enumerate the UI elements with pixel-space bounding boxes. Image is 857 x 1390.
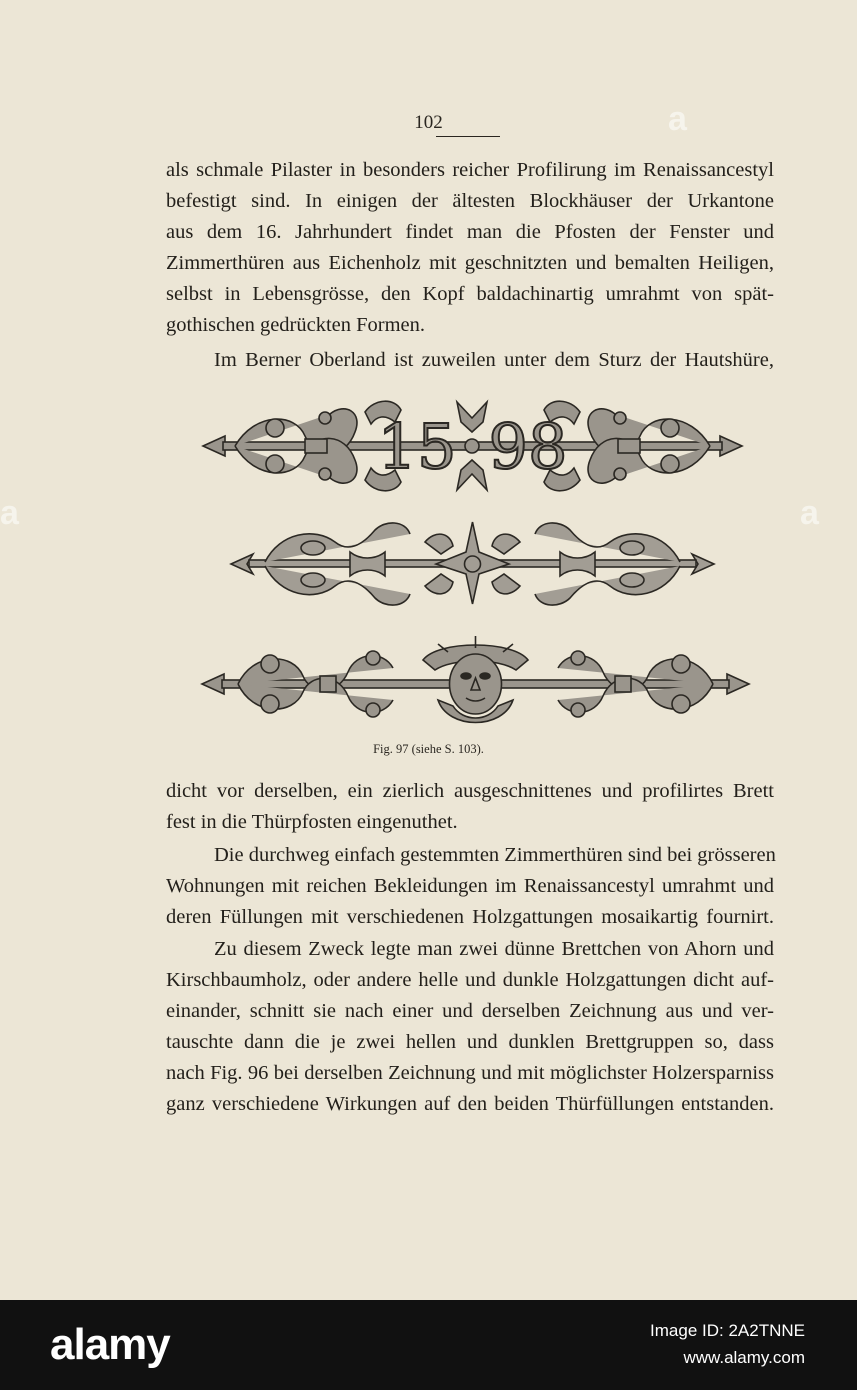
text-line: Zu diesem Zweck legte man zwei dünne Brettchen von Ahorn und [214,938,774,960]
year-left-text: 15 [377,410,457,483]
text-line: deren Füllungen mit verschiedenen Holzgattungen mosaikartig fournirt. [166,906,774,928]
text-line: einander, schnitt sie nach einer und derselben Zeichnung aus und ver- [166,1000,774,1022]
text-line: Zimmerthüren aus Eichenholz mit geschnitzten und bemalten Heiligen, [166,252,774,274]
text-line: nach Fig. 96 bei derselben Zeichnung und mit möglichster Holzersparniss [166,1062,774,1084]
figure-caption: Fig. 97 (siehe S. 103). [373,742,484,756]
text-line: fest in die Thürpfosten eingenuthet. [166,811,458,833]
text-line: Wohnungen mit reichen Bekleidungen im Renaissancestyl umrahmt und [166,875,774,897]
alamy-logo: alamy [50,1320,170,1369]
text-line: ganz verschiedene Wirkungen auf den beiden Thürfüllungen entstanden. [166,1093,774,1115]
page-number: 102 [414,112,443,133]
ornament-mask-board [198,630,753,738]
text-line: dicht vor derselben, ein zierlich ausgeschnittenes und profilirtes Brett [166,780,774,802]
ornament-foliage-board [225,512,720,612]
image-id-label: Image ID: 2A2TNNE [650,1321,805,1340]
text-line: Im Berner Oberland ist zuweilen unter dem Sturz der Hautshüre, [214,349,774,371]
ornament-year-board [195,392,750,500]
text-line: gothischen gedrückten Formen. [166,314,426,336]
watermark-url: www.alamy.com [683,1348,805,1367]
text-line: Die durchweg einfach gestemmten Zimmerthüren sind bei grösseren [214,844,776,866]
text-line: Kirschbaumholz, oder andere helle und dunkle Holzgattungen dicht auf- [166,969,774,991]
watermark-mark: a [0,494,19,532]
text-line: befestigt sind. In einigen der ältesten Blockhäuser der Urkantone [166,190,774,212]
text-line: selbst in Lebensgrösse, den Kopf baldachinartig umrahmt von spät- [166,283,774,305]
watermark-mark: a [800,494,819,532]
year-right-text: 98 [488,410,568,483]
page-number-rule [436,136,500,137]
text-line: tauschte dann die je zwei hellen und dunklen Brettgruppen so, dass [166,1031,774,1053]
watermark-mark: a [668,100,687,138]
text-line: aus dem 16. Jahrhundert findet man die Pfosten der Fenster und [166,221,774,243]
text-line: als schmale Pilaster in besonders reicher Profilirung im Renaissancestyl [166,159,774,181]
